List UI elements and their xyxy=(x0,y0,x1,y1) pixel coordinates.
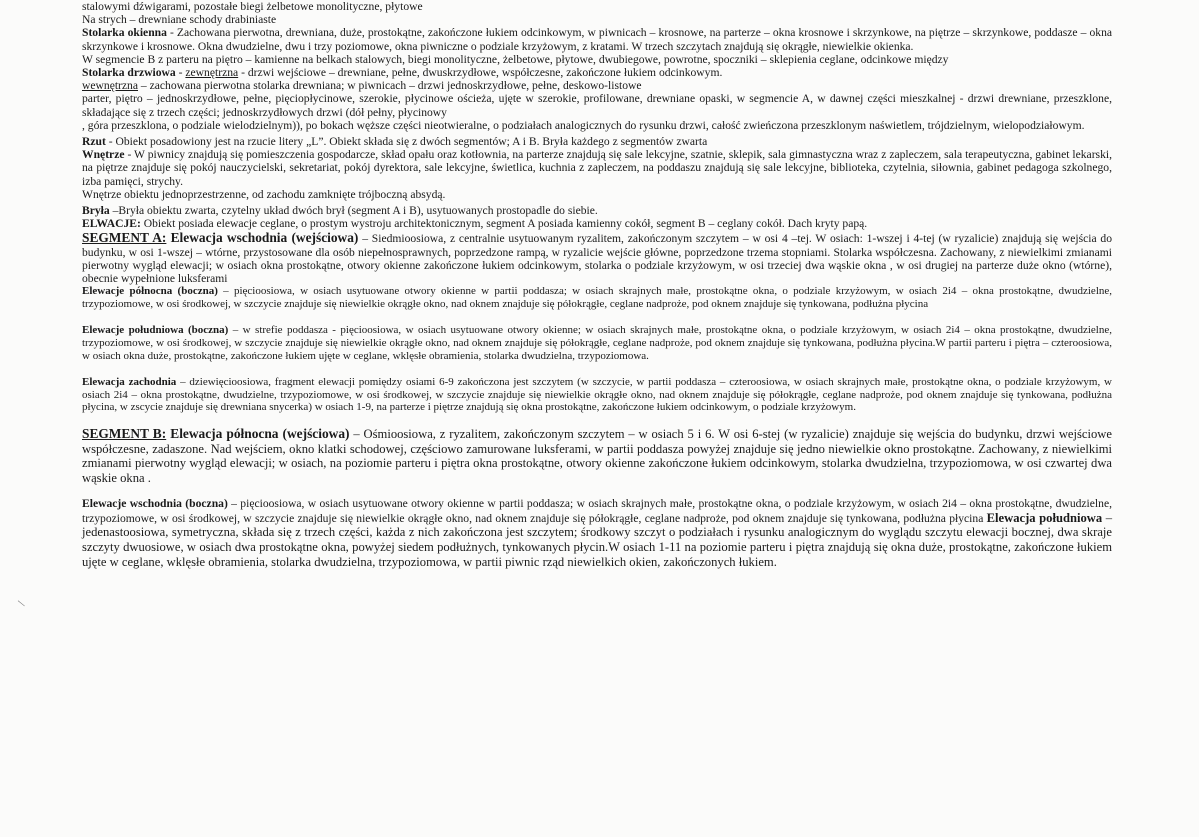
paragraph-text: – jedenastoosiowa, symetryczna, składa się z trzech części, każda z nich zakończona jest szczytem; środkowy szczyt o podziałach i rysunku analogicznym do wyglądu szczytu elewacji bocznej, dwa skraje szczyty dwuosiowe, w osiach dwa prostokątne okna, powyżej siedem podłużnych, tynkowanych płycin.W osiach 1-11 na poziomie parteru i piętra znajdują się okna duże, prostokątne, zakończone łukiem ujęte w ceglane, wklęsłe obramienia, stolarka dwudzielna, trzypoziomowa, w partii piwnic rząd niewielkich okien, zakończonych łukiem. xyxy=(82,510,1112,569)
paragraph-text: - drzwi wejściowe – drewniane, pełne, dwuskrzydłowe, współczesne, zakończone łukiem odcinkowym. xyxy=(238,66,723,80)
heading-segment-a-title: Elewacja wschodnia (wejściowa) xyxy=(166,230,359,246)
dash: - xyxy=(175,66,186,80)
paragraph-bryla xyxy=(82,204,1112,217)
heading-elewacje: ELWACJE: xyxy=(82,217,141,231)
paragraph-segment-b xyxy=(82,426,1112,485)
paragraph-a-zachodnia xyxy=(82,376,1112,414)
heading-a-poludniowa: Elewacje południowa (boczna) xyxy=(82,324,229,337)
document-page xyxy=(82,0,1112,569)
paragraph-text: – pięcioosiowa, w osiach usytuowane otwory okienne w partii poddasza; w osiach skrajnych małe, prostokątne okna, o podziale krzyżowym, w osiach 2i4 – okna prostokątne, dwudzielne, trzypoziomowe, w osi środkowej, w szczycie znajduje się niewielkie okrągłe okno, nad oknem znajduje się półokrągłe, ceglane nadproże, pod oknem znajduje się tynkowana, podłużna płycina xyxy=(82,285,1113,310)
paragraph-text: , góra przeszklona, o podziale wielodzielnym)), po bokach węższe części nieotwieralne, o podziałach analogicznych do rysunku drzwi, całość zwieńczona przeszklonym naświetlem, trójdzielnym, wielopodziałowym. xyxy=(82,118,1085,132)
heading-b-poludniowa: Elewacja południowa xyxy=(986,510,1103,525)
paragraph-wewnetrzna xyxy=(82,79,1112,92)
text-line: W segmencie B z parteru na piętro – kamienne na belkach stalowych, biegi monolityczne, żelbetowe, płytowe, dwubiegowe, powrotne, spoczniki – sklepienia ceglane, odcinkowe między xyxy=(82,52,949,66)
heading-rzut: Rzut xyxy=(82,135,106,149)
paragraph-text: – pięcioosiowa, w osiach usytuowane otwory okienne w partii poddasza; w osiach skrajnych małe, prostokątne okna, o podziale krzyżowym, w osiach 2i4 – okna prostokątne, dwudzielne, trzypoziomowe, w osi środkowej, w szczycie znajduje się niewielkie okrągłe okno, nad oknem znajduje się półokrągłe, ceglane nadproże, pod oknem znajduje się tynkowana, podłużna płycina xyxy=(82,497,1112,525)
paragraph-text: – dziewięcioosiowa, fragment elewacji pomiędzy osiami 6-9 zakończona jest szczytem (w szczycie, w partii poddasza – czteroosiowa, w osiach skrajnych małe, prostokątne okna, o podziale krzyżowym, w osiach 2i4 – okna prostokątne, dwudzielne, trzypoziomowe, w osi środkowej, w szczycie znajduje się niewielkie okrągłe okno, nad oknem znajduje się półokrągłe, ceglane nadproże, pod oknem znajduje się tynkowana, podłużna płycina, w zscycie znajduje się drewniana snycerka) w osiach 1-9, na parterze i piętrze znajdują się okna prostokątne, zakończone łukiem odcinkowym, o podziale krzyżowym. xyxy=(82,376,1112,414)
heading-segment-b: SEGMENT B: xyxy=(82,426,167,442)
paragraph-text: parter, piętro – jednoskrzydłowe, pełne, pięciopłycinowe, szerokie, płycinowe ościeża, ujęte w szerokie, profilowane, drewniane opaski, w segmencie A, w dawnej części mieszkalnej - drzwi drewniane, przeszklone, składające się z trzech części; jednoskrzydłowych drzwi (dół pełny, płycinowy xyxy=(82,92,1112,119)
label-wewnetrzna: wewnętrzna xyxy=(82,79,139,93)
heading-wnetrze: Wnętrze xyxy=(82,148,125,162)
heading-bryla: Bryła xyxy=(82,204,110,218)
margin-mark: / xyxy=(14,599,29,608)
paragraph-b-wschodnia xyxy=(82,497,1112,569)
text-line: stalowymi dźwigarami, pozostałe biegi żelbetowe monolityczne, płytowe xyxy=(82,0,423,13)
paragraph-wnetrze xyxy=(82,148,1112,188)
paragraph-text: - Zachowana pierwotna, drewniana, duże, prostokątne, zakończone łukiem odcinkowym, w piwnicach – krosnowe, na parterze – okna krosnowe i skrzynkowe, na piętrze – skrzynkowe, poddasze – okna skrzynkowe i krosnowe. Okna dwudzielne, dwu i trzy poziomowe, okna piwniczne o podziale krzyżowym, z kratami. W trzech szczytach znajdują się okrągłe, niewielkie okienka. xyxy=(82,26,1113,53)
paragraph-text: – w strefie poddasza - pięcioosiowa, w osiach usytuowane otwory okienne; w osiach skrajnych małe, prostokątne okna, o podziale krzyżowym, w osiach 2i4 – okna prostokątne, dwudzielne, trzypoziomowe, w osi środkowej, w szczycie znajduje się niewielkie okrągłe okno, nad oknem znajduje się półokrągłe, ceglane nadproże, pod oknem znajduje się tynkowana, podłużna płycina.W partii parteru i piętra – czteroosiowa, w osiach okna duże, prostokątne, zakończone łukiem ujęte w ceglane, wklęsłe obramienia, stolarka dwudzielna, trzypoziomowa. xyxy=(82,324,1112,362)
text-line: Na strych – drewniane schody drabiniaste xyxy=(82,13,277,27)
heading-segment-a: SEGMENT A: xyxy=(82,230,167,246)
paragraph-stolarka-okienna xyxy=(82,26,1112,52)
paragraph-rzut xyxy=(82,135,1112,148)
label-zewnetrzna: zewnętrzna xyxy=(185,66,239,80)
paragraph-text: - W piwnicy znajdują się pomieszczenia gospodarcze, skład opału oraz kotłownia, na parterze znajdują się sale lekcyjne, szatnie, sklepik, sala gimnastyczna wraz z zapleczem, sala terapeutyczna, gabinet lekarski, na piętrze znajduje się pokój nauczycielski, sekretariat, pokój dyrektora, sale lekcyjne, świetlica, kuchnia z zapleczem, na poddaszu znajdują się sale lekcyjne, biblioteka, czytelnia, siłownia, gabinet pedagoga szkolnego, izba pamięci, strychy. xyxy=(82,148,1112,188)
paragraph-text: Wnętrze obiektu jednoprzestrzenne, od zachodu zamknięte trójboczną absydą. xyxy=(82,187,446,201)
heading-stolarka-drzwiowa: Stolarka drzwiowa xyxy=(82,66,176,80)
paragraph-text: – Siedmioosiowa, z centralnie usytuowanym ryzalitem, zakończonym szczytem – w osi 4 –tej. W osiach: 1-wszej i 4-tej (w ryzalicie) znajdują się wejścia do budynku, w osi 1-wszej – wtórne, przystosowane dla osób niepełnosprawnych, poprzedzone rampą, w ryzalicie wejście główne, poprzedzone trzema stopniami. Stolarka współczesna. Zachowany, z niewielkimi zmianami pierwotny wygląd elewacji; w osiach okna prostokątne, otwory okienne zakończone łukiem odcinkowym, stolarka o podziale krzyżowym, w osi trzeciej dwa wąskie okna , w osi drugiej na parterze duże okno (wtórne), obecnie wypełnione luksferami xyxy=(82,232,1113,286)
paragraph-a-poludniowa xyxy=(82,324,1112,362)
paragraph-stolarka-drzwiowa xyxy=(82,66,1112,79)
paragraph-text: - Obiekt posadowiony jest na rzucie litery „L”. Obiekt składa się z dwóch segmentów; A i B. Bryła każdego z segmentów zwarta xyxy=(105,135,708,149)
paragraph-text: Obiekt posiada elewacje ceglane, o prostym wystroju architektonicznym, segment A posiada kamienny cokół, segment B – ceglany cokół. Dach kryty papą. xyxy=(140,217,868,231)
paragraph-a-polnocna xyxy=(82,285,1112,310)
paragraph-text: –Bryła obiektu zwarta, czytelny układ dwóch brył (segment A i B), usytuowanych prostopadle do siebie. xyxy=(109,204,598,218)
heading-b-wschodnia: Elewacje wschodnia (boczna) xyxy=(82,497,228,511)
heading-a-polnocna: Elewacje północna (boczna) xyxy=(82,285,218,298)
heading-segment-b-title: Elewacja północna (wejściowa) xyxy=(166,426,350,442)
heading-stolarka-okienna: Stolarka okienna xyxy=(82,26,167,40)
paragraph-elewacje xyxy=(82,217,1112,230)
paragraph-text: – zachowana pierwotna stolarka drewniana; w piwnicach – drzwi jednoskrzydłowe, pełne, deskowo-listowe xyxy=(138,79,642,93)
paragraph-segment-a xyxy=(82,230,1112,285)
heading-a-zachodnia: Elewacja zachodnia xyxy=(82,376,177,389)
paragraph-text: – Ośmioosiowa, z ryzalitem, zakończonym szczytem – w osiach 5 i 6. W osi 6-stej (w ryzalicie) znajduje się wejścia do budynku, drzwi wejściowe współczesne, zadaszone. Nad wejściem, okno klatki schodowej, częściowo zamurowane luksferami, w partii poddasza powyżej znajduje się jedno niewielkie okno prostokątne. Zachowany, z niewielkimi zmianami pierwotny wygląd elewacji; w osiach, na poziomie parteru i piętra okna prostokątne, otwory okienne zakończone łukiem odcinkowym, stolarka dwudzielna, trzypoziomowa, w osi czwartej dwa wąskie okna . xyxy=(82,427,1112,485)
